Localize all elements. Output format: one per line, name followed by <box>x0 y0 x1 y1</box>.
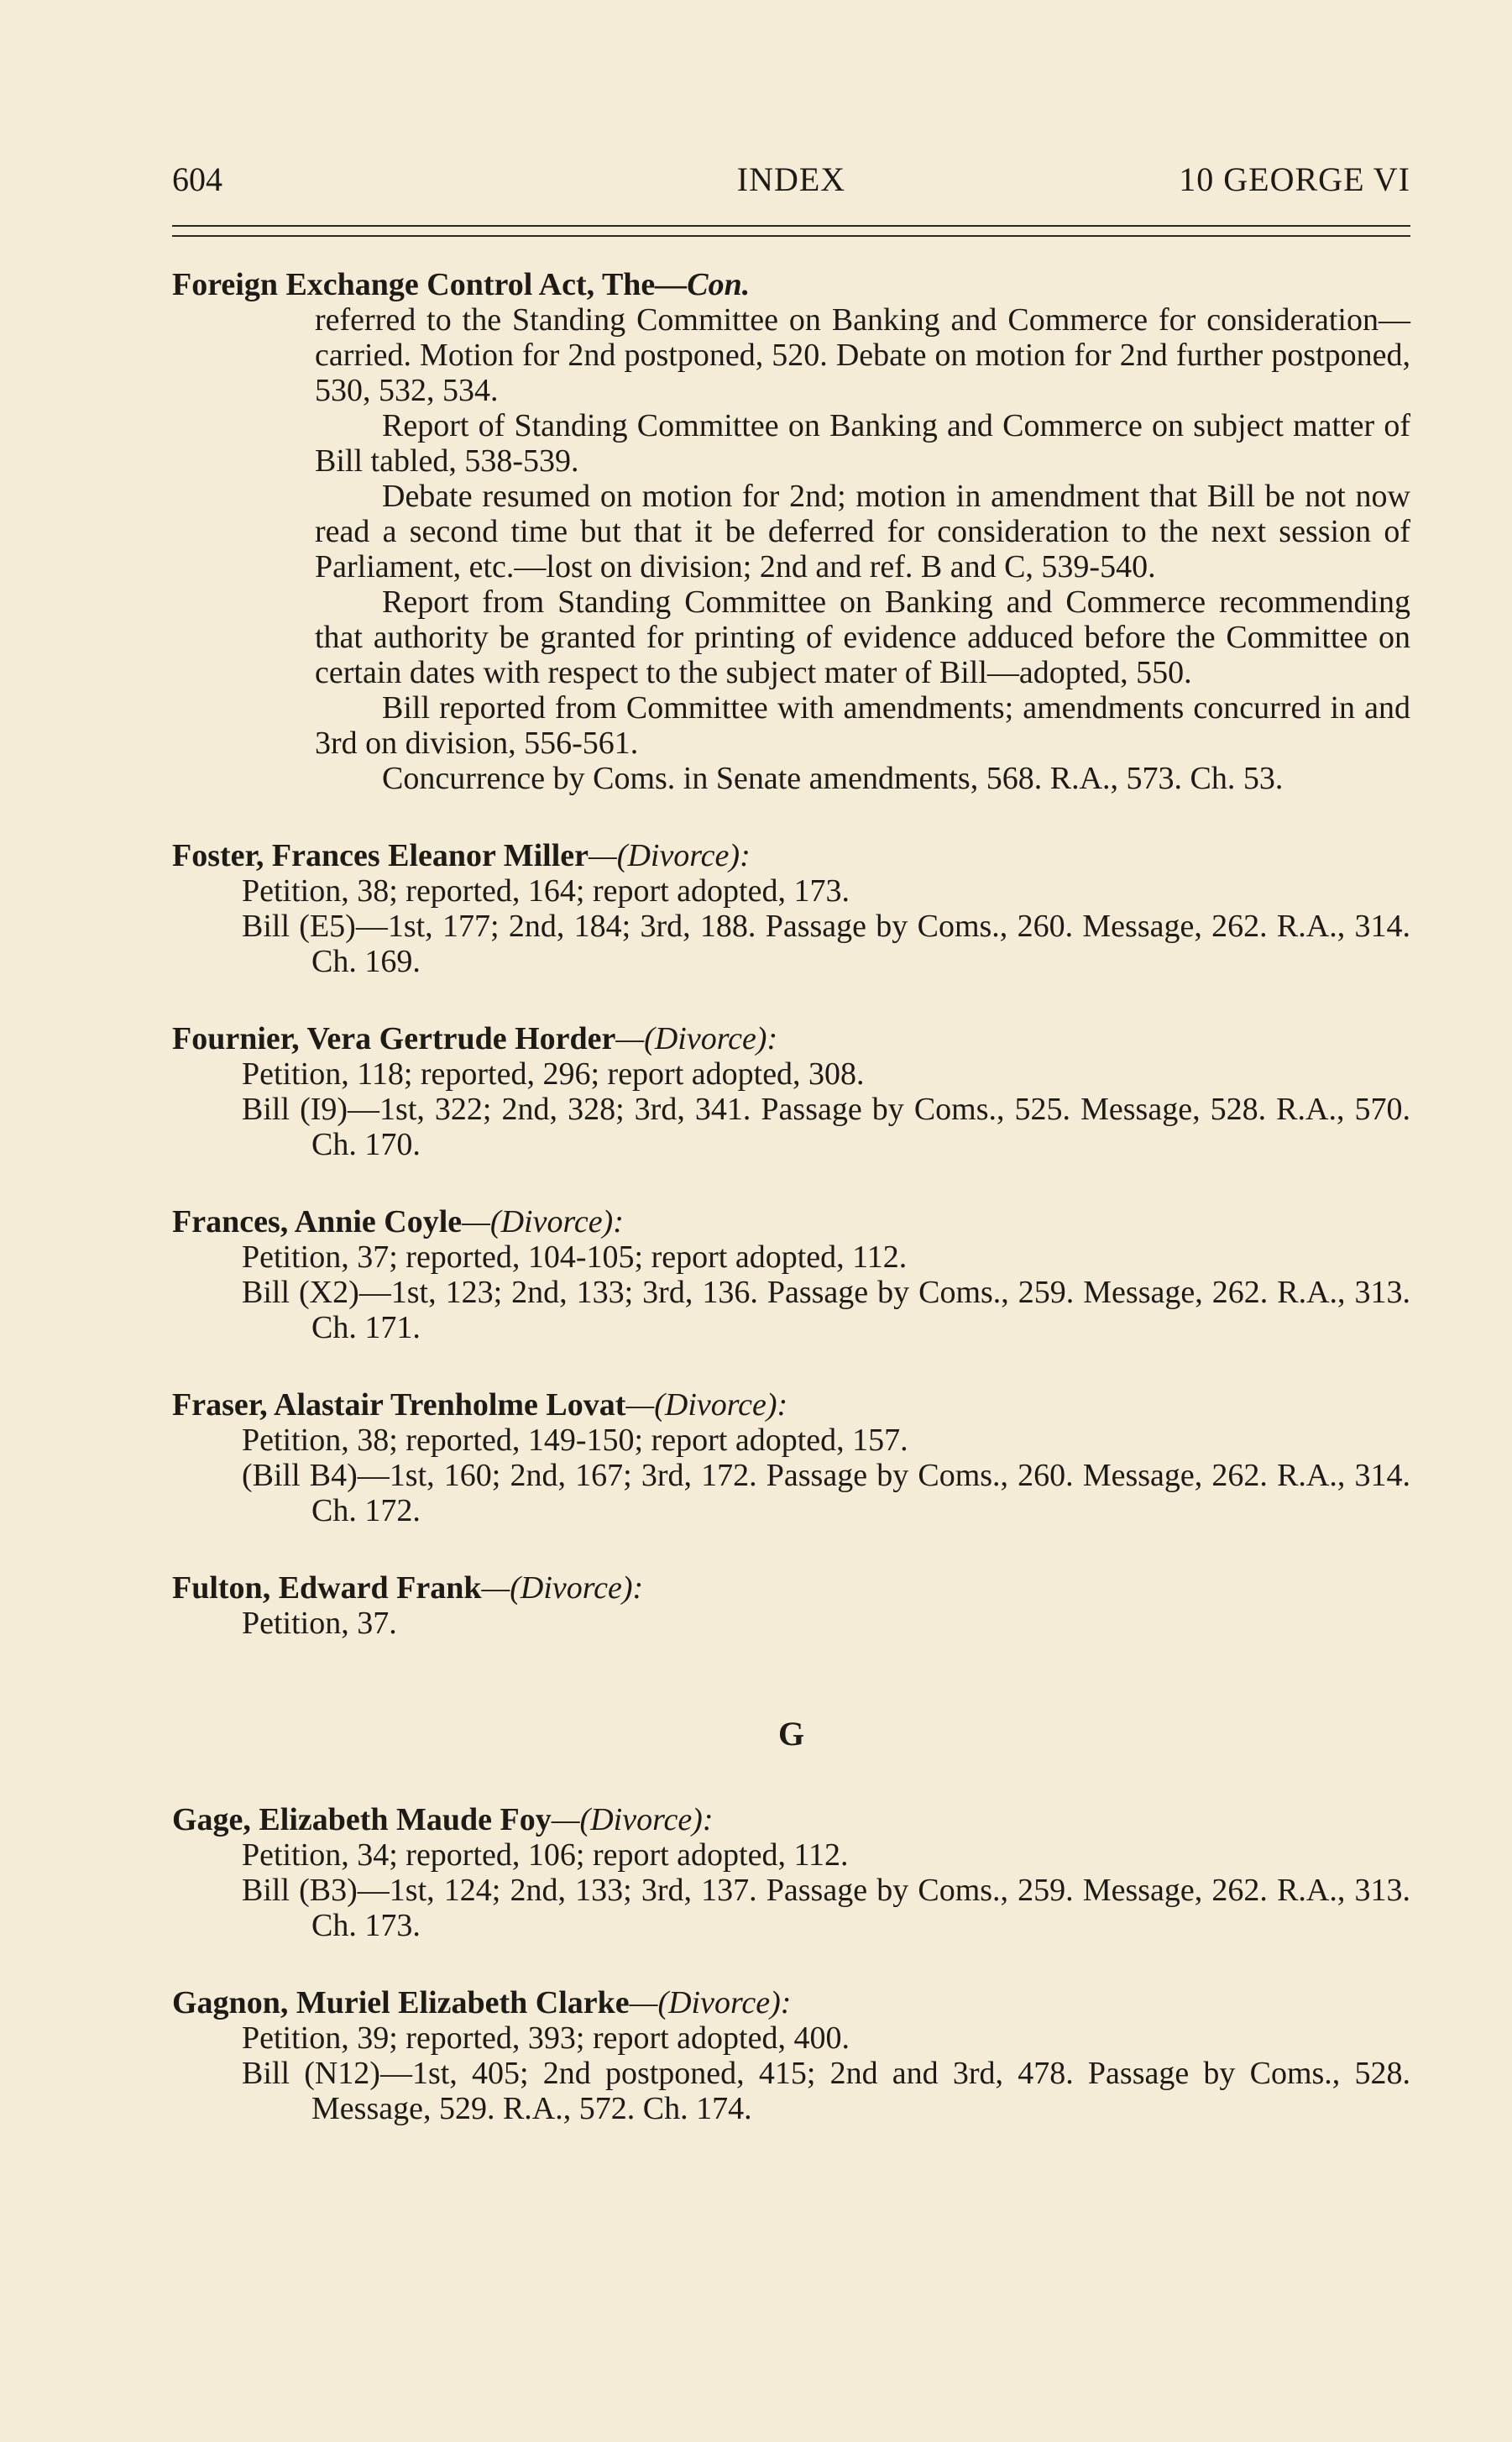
entry-petition: Petition, 38; reported, 149-150; report adopted, 157. <box>242 1423 908 1458</box>
entry-heading: Foster, Frances Eleanor Miller—(Divorce): <box>172 838 751 873</box>
entry-heading: Fraser, Alastair Trenholme Lovat—(Divorce): <box>172 1387 788 1423</box>
index-entry-fournier <box>172 1021 1410 1162</box>
entry-bill: (Bill B4)—1st, 160; 2nd, 167; 3rd, 172. Passage by Coms., 260. Message, 262. R.A., 314. Ch. 172. <box>242 1458 1410 1528</box>
header-rule-bottom <box>172 235 1410 237</box>
index-entry-fraser <box>172 1387 1410 1528</box>
index-entry-gagnon <box>172 1985 1410 2126</box>
entry-bill: Bill (E5)—1st, 177; 2nd, 184; 3rd, 188. Passage by Coms., 260. Message, 262. R.A., 314. Ch. 169. <box>242 909 1410 979</box>
entry-paragraph: Concurrence by Coms. in Senate amendments, 568. R.A., 573. Ch. 53. <box>382 761 1284 796</box>
entry-paragraph: Report of Standing Committee on Banking and Commerce on subject matter of Bill tabled, 538-539. <box>315 408 1410 479</box>
running-head <box>172 160 1410 207</box>
index-entry-gage <box>172 1802 1410 1943</box>
reign-label: 10 GEORGE VI <box>1179 160 1410 198</box>
header-rule-top <box>172 225 1410 227</box>
entry-petition: Petition, 34; reported, 106; report adopted, 112. <box>242 1837 849 1873</box>
entry-petition: Petition, 37; reported, 104-105; report adopted, 112. <box>242 1239 908 1275</box>
entry-heading: Fournier, Vera Gertrude Horder—(Divorce): <box>172 1021 778 1056</box>
entry-paragraph: referred to the Standing Committee on Banking and Commerce for consideration—carried. Motion for 2nd postponed, 520. Debate on motion for 2nd further postponed, 530, 532, 534. <box>315 302 1410 408</box>
section-letter: G <box>777 1715 805 1753</box>
entry-heading: Fulton, Edward Frank—(Divorce): <box>172 1570 644 1606</box>
entry-bill: Bill (N12)—1st, 405; 2nd postponed, 415; 2nd and 3rd, 478. Passage by Coms., 528. Message, 529. R.A., 572. Ch. 174. <box>242 2056 1410 2126</box>
entry-petition: Petition, 38; reported, 164; report adopted, 173. <box>242 873 850 909</box>
entry-petition: Petition, 118; reported, 296; report adopted, 308. <box>242 1056 865 1092</box>
entry-bill: Bill (B3)—1st, 124; 2nd, 133; 3rd, 137. Passage by Coms., 259. Message, 262. R.A., 313. Ch. 173. <box>242 1873 1410 1943</box>
index-entry-foreign-exchange <box>172 267 1410 796</box>
entry-heading: Gagnon, Muriel Elizabeth Clarke—(Divorce): <box>172 1985 792 2020</box>
entry-paragraph: Debate resumed on motion for 2nd; motion in amendment that Bill be not now read a second time but that it be deferred for consideration to the next session of Parliament, etc.—lost on division; 2nd and ref. B and C, 539-540. <box>315 479 1410 584</box>
entry-bill: Bill (I9)—1st, 322; 2nd, 328; 3rd, 341. Passage by Coms., 525. Message, 528. R.A., 570. Ch. 170. <box>242 1092 1410 1162</box>
entry-heading: Frances, Annie Coyle—(Divorce): <box>172 1204 624 1239</box>
entry-bill: Bill (X2)—1st, 123; 2nd, 133; 3rd, 136. Passage by Coms., 259. Message, 262. R.A., 313. Ch. 171. <box>242 1275 1410 1345</box>
entry-heading: Gage, Elizabeth Maude Foy—(Divorce): <box>172 1802 714 1837</box>
entry-paragraph: Report from Standing Committee on Banking and Commerce recommending that authority be granted for printing of evidence adduced before the Committee on certain dates with respect to the subject mater of Bill—adopted, 550. <box>315 584 1410 690</box>
entry-heading: Foreign Exchange Control Act, The—Con. <box>172 267 751 302</box>
page-title: INDEX <box>736 160 846 198</box>
page-number: 604 <box>172 160 222 198</box>
index-entry-frances <box>172 1204 1410 1345</box>
index-entry-foster <box>172 838 1410 979</box>
entry-petition: Petition, 39; reported, 393; report adopted, 400. <box>242 2020 850 2056</box>
index-content <box>172 267 1410 2168</box>
index-entry-fulton <box>172 1570 1410 1641</box>
entry-paragraph: Bill reported from Committee with amendments; amendments concurred in and 3rd on division, 556-561. <box>315 690 1410 761</box>
entry-petition: Petition, 37. <box>242 1606 397 1641</box>
